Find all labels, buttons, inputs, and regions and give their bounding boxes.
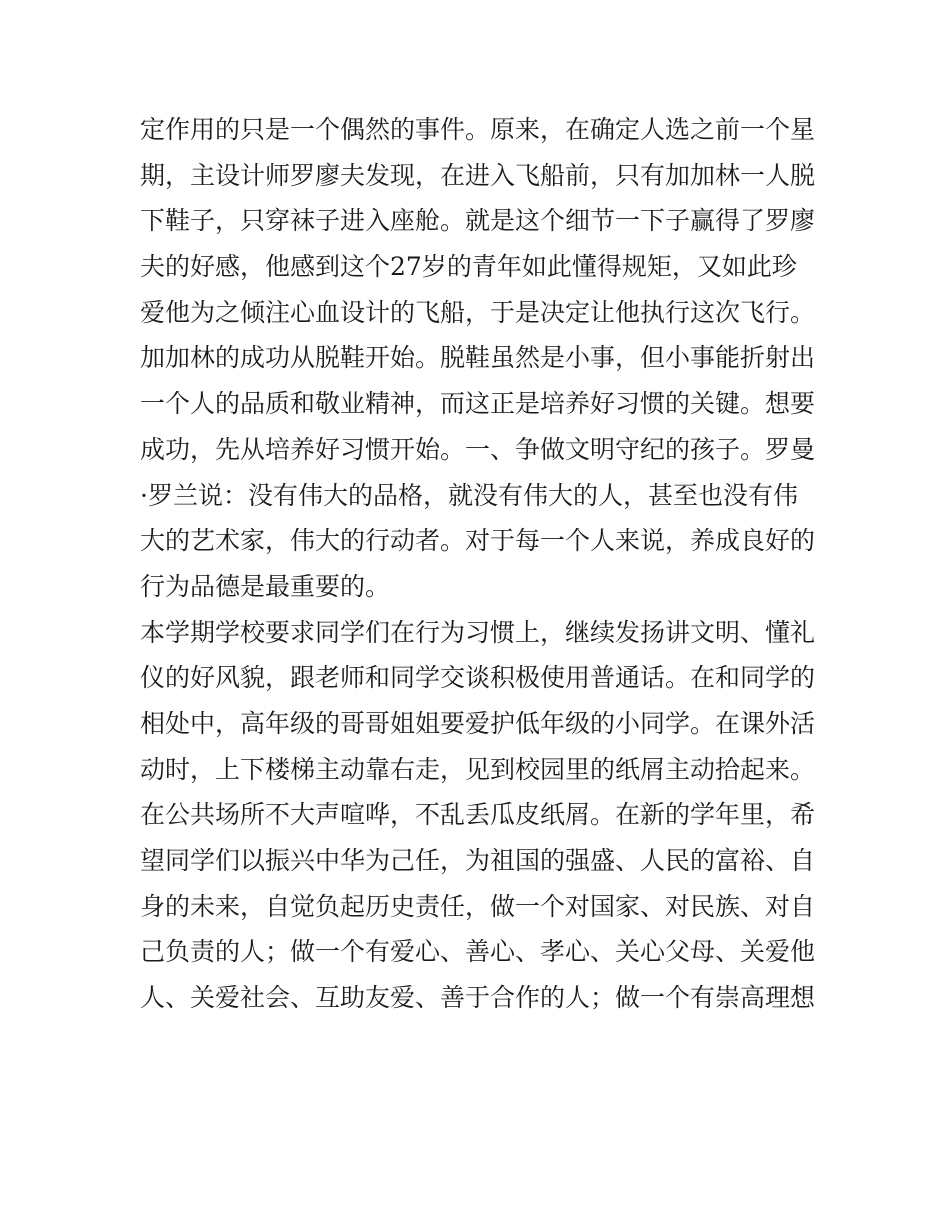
text-line: 一个人的品质和敬业精神，而这正是培养好习惯的关键。想要 bbox=[140, 389, 816, 419]
text-line: 仪的好风貌，跟老师和同学交谈积极使用普通话。在和同学的 bbox=[140, 663, 816, 693]
text-line: 大的艺术家，伟大的行动者。对于每一个人来说，养成良好的 bbox=[140, 526, 816, 556]
text-line: 望同学们以振兴中华为己任，为祖国的强盛、人民的富裕、自 bbox=[140, 846, 816, 875]
text-line: 夫的好感，他感到这个27岁的青年如此懂得规矩，又如此珍 bbox=[140, 252, 797, 282]
body-text bbox=[140, 107, 820, 1021]
text-line: 在公共场所不大声喧哗，不乱丢瓜皮纸屑。在新的学年里，希 bbox=[140, 800, 816, 830]
text-line: 行为品德是最重要的。 bbox=[140, 571, 391, 601]
text-line: 人、关爱社会、互助友爱、善于合作的人；做一个有崇高理想 bbox=[140, 983, 816, 1013]
text-line: 定作用的只是一个偶然的事件。原来，在确定人选之前一个星 bbox=[140, 115, 816, 144]
text-line: ·罗兰说：没有伟大的品格，就没有伟大的人，甚至也没有伟 bbox=[140, 480, 798, 510]
text-line: 动时，上下楼梯主动靠右走，见到校园里的纸屑主动拾起来。 bbox=[140, 754, 816, 784]
text-line: 己负责的人；做一个有爱心、善心、孝心、关心父母、关爱他 bbox=[140, 937, 816, 967]
text-line: 期，主设计师罗廖夫发现，在进入飞船前，只有加加林一人脱 bbox=[140, 160, 816, 190]
text-line: 加加林的成功从脱鞋开始。脱鞋虽然是小事，但小事能折射出 bbox=[140, 343, 816, 373]
text-line: 爱他为之倾注心血设计的飞船，于是决定让他执行这次飞行。 bbox=[140, 297, 816, 327]
text-line: 相处中，高年级的哥哥姐姐要爱护低年级的小同学。在课外活 bbox=[140, 708, 816, 738]
text-line: 本学期学校要求同学们在行为习惯上，继续发扬讲文明、懂礼 bbox=[140, 617, 816, 647]
text-line: 身的未来，自觉负起历史责任，做一个对国家、对民族、对自 bbox=[140, 891, 816, 921]
text-line: 下鞋子，只穿袜子进入座舱。就是这个细节一下子赢得了罗廖 bbox=[140, 206, 816, 236]
text-line: 成功，先从培养好习惯开始。一、争做文明守纪的孩子。罗曼 bbox=[140, 434, 816, 464]
